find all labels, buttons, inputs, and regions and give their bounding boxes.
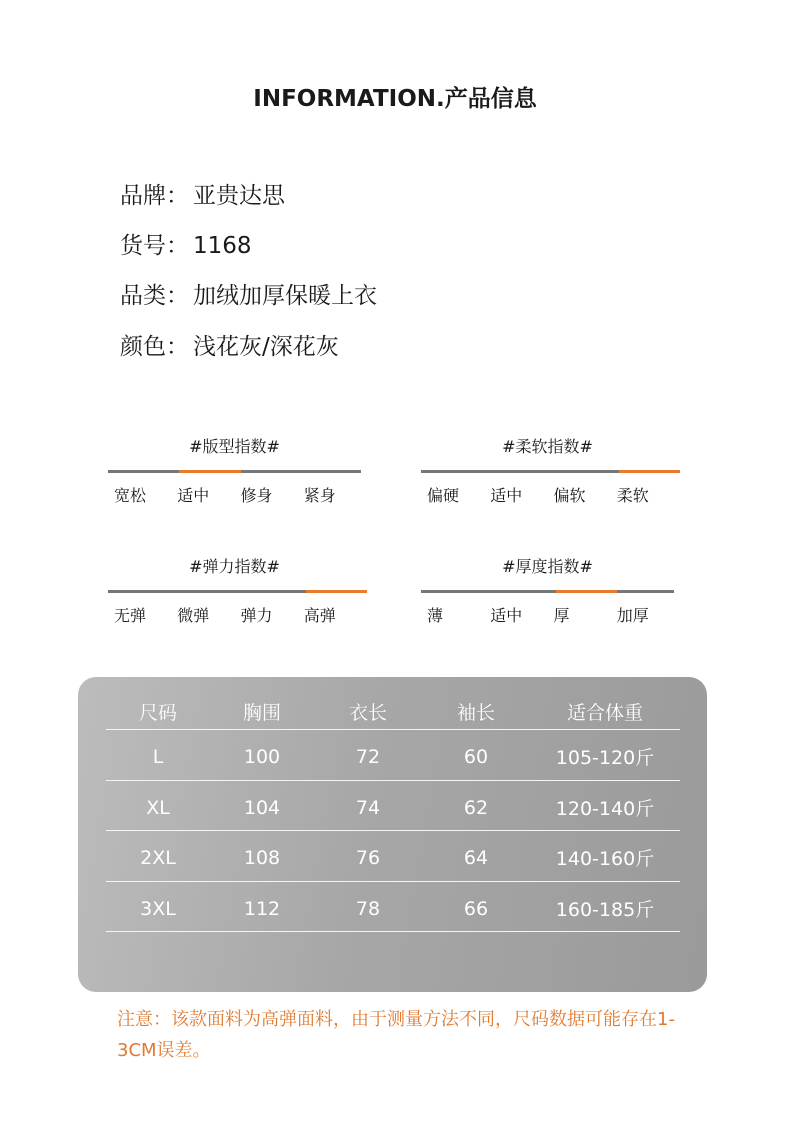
table-row xyxy=(106,883,680,934)
header-cell: 适合体重 xyxy=(566,701,643,724)
elasticity-index-title: #弹力指数# xyxy=(189,557,280,576)
sleeve-cell: 62 xyxy=(463,796,489,819)
fit-option: 紧身 xyxy=(303,486,336,505)
row-divider xyxy=(106,881,680,882)
thickness-index-options xyxy=(421,603,674,626)
softness-option: 柔软 xyxy=(616,486,649,505)
softness-index-options xyxy=(421,483,674,506)
fit-option: 宽松 xyxy=(114,486,147,505)
sleeve-cell: 64 xyxy=(463,846,489,869)
size-cell: XL xyxy=(146,796,170,819)
size-cell: 3XL xyxy=(140,897,176,920)
softness-index-marker xyxy=(619,470,680,473)
weight-cell: 105-120斤 xyxy=(555,747,655,769)
header-cell: 衣长 xyxy=(348,701,387,724)
info-category xyxy=(120,285,377,308)
row-divider xyxy=(106,780,680,781)
thickness-option: 加厚 xyxy=(616,606,649,625)
weight-cell: 160-185斤 xyxy=(555,899,655,921)
info-brand-label: 品牌： xyxy=(120,183,189,209)
elasticity-index-marker xyxy=(306,590,367,593)
elasticity-option: 弹力 xyxy=(240,606,273,625)
info-category-label: 品类： xyxy=(120,283,189,309)
fit-option: 适中 xyxy=(177,486,210,505)
chest-cell: 100 xyxy=(243,745,281,768)
size-cell: 2XL xyxy=(140,846,176,869)
weight-cell: 120-140斤 xyxy=(555,798,655,820)
chest-cell: 104 xyxy=(243,796,281,819)
info-item-number-label: 货号： xyxy=(120,233,189,259)
row-divider xyxy=(106,830,680,831)
fit-option: 修身 xyxy=(240,486,273,505)
size-note: 注意：该款面料为高弹面料，由于测量方法不同，尺码数据可能存在1-3CM误差。 xyxy=(117,1009,675,1061)
info-color-label: 颜色： xyxy=(120,334,189,360)
elasticity-option: 微弹 xyxy=(177,606,210,625)
sleeve-cell: 66 xyxy=(463,897,489,920)
thickness-option: 厚 xyxy=(553,606,570,625)
table-row xyxy=(106,782,680,833)
row-divider xyxy=(106,931,680,932)
info-item-number-value: 1168 xyxy=(193,233,252,259)
page-title: INFORMATION.产品信息 xyxy=(253,86,537,112)
info-brand xyxy=(120,185,285,208)
info-color-value: 浅花灰/深花灰 xyxy=(193,334,339,360)
length-cell: 72 xyxy=(355,745,381,768)
table-row xyxy=(106,731,680,782)
elasticity-index-bar xyxy=(108,590,361,593)
header-cell: 胸围 xyxy=(242,701,281,724)
softness-index-title: #柔软指数# xyxy=(502,437,593,456)
softness-option: 偏硬 xyxy=(427,486,460,505)
table-row xyxy=(106,832,680,883)
softness-index-bar xyxy=(421,470,674,473)
elasticity-option: 无弹 xyxy=(114,606,147,625)
thickness-option: 适中 xyxy=(490,606,523,625)
row-divider xyxy=(106,729,680,730)
info-color xyxy=(120,336,339,359)
softness-option: 偏软 xyxy=(553,486,586,505)
info-brand-value: 亚贵达思 xyxy=(193,183,285,209)
softness-option: 适中 xyxy=(490,486,523,505)
sleeve-cell: 60 xyxy=(463,745,489,768)
header-cell: 袖长 xyxy=(456,701,495,724)
elasticity-option: 高弹 xyxy=(303,606,336,625)
fit-index-bar xyxy=(108,470,361,473)
size-table xyxy=(78,677,707,992)
info-category-value: 加绒加厚保暖上衣 xyxy=(193,283,377,309)
length-cell: 78 xyxy=(355,897,381,920)
chest-cell: 108 xyxy=(243,846,281,869)
fit-index-options xyxy=(108,483,361,506)
thickness-option: 薄 xyxy=(427,606,444,625)
chest-cell: 112 xyxy=(243,897,281,920)
size-cell: L xyxy=(152,745,164,768)
elasticity-index-options xyxy=(108,603,361,626)
header-cell: 尺码 xyxy=(138,701,177,724)
thickness-index-bar xyxy=(421,590,674,593)
fit-index-marker xyxy=(179,470,240,473)
thickness-index-marker xyxy=(556,590,617,593)
info-item-number xyxy=(120,235,252,258)
thickness-index-title: #厚度指数# xyxy=(502,557,593,576)
length-cell: 76 xyxy=(355,846,381,869)
length-cell: 74 xyxy=(355,796,381,819)
weight-cell: 140-160斤 xyxy=(555,848,655,870)
fit-index-title: #版型指数# xyxy=(189,437,280,456)
